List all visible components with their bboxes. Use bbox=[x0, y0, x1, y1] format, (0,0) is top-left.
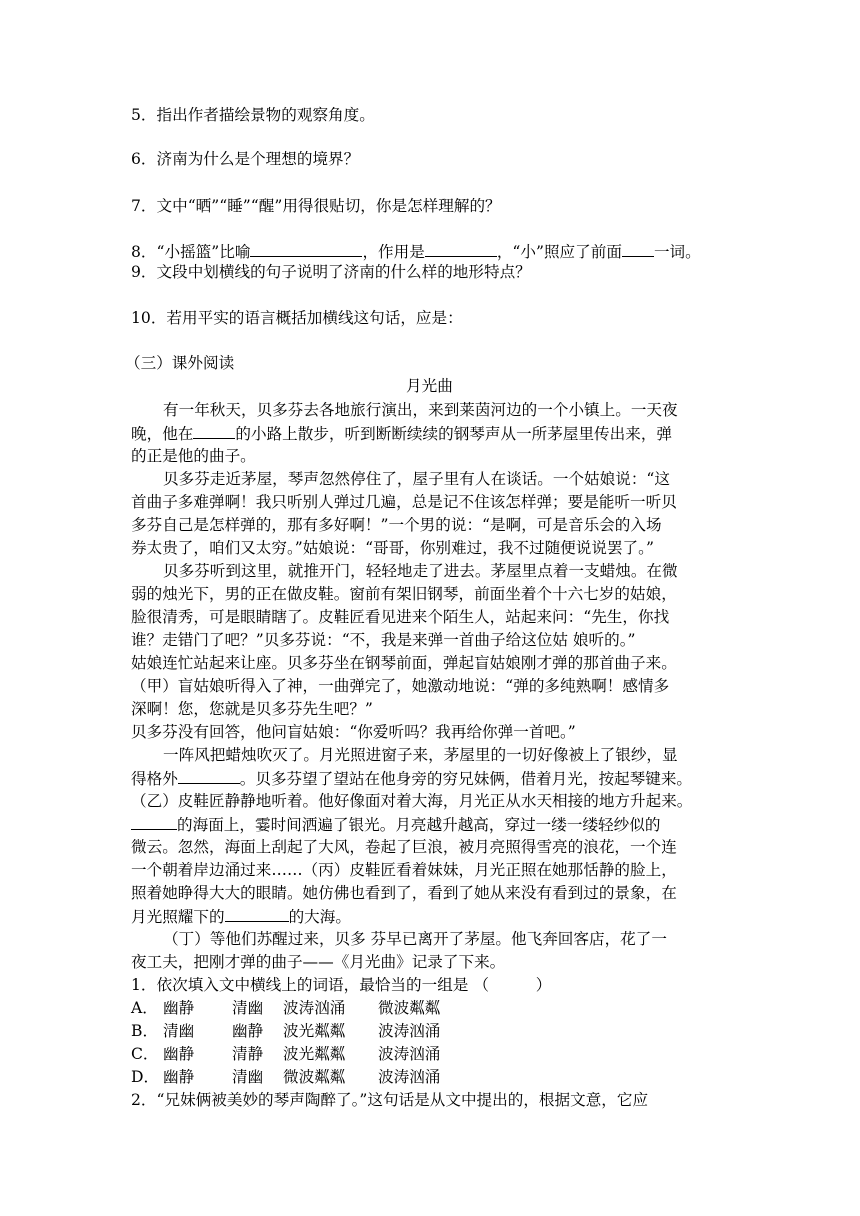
passage-line: 夜工夫，把刚才弹的曲子——《月光曲》记录了下来。 bbox=[131, 953, 506, 971]
passage-text: 的海面上，霎时间洒遍了银光。月亮越升越高，穿过一缕一缕轻纱似的 bbox=[177, 816, 661, 834]
passage-text: 。贝多芬望了望站在他身旁的穷兄妹俩，借着月光，按起琴键来。 bbox=[239, 770, 693, 788]
fill-blank[interactable] bbox=[193, 421, 235, 439]
option-word: 清幽 bbox=[163, 1022, 195, 1040]
passage-text: 得格外 bbox=[131, 770, 178, 788]
answer-blank[interactable] bbox=[425, 239, 497, 257]
option-word: 幽静 bbox=[163, 999, 195, 1017]
option-word: 清静 bbox=[232, 1045, 264, 1063]
passage-line bbox=[131, 812, 660, 837]
option-word: 波涛汹涌 bbox=[378, 1022, 441, 1040]
passage-line: 贝多芬走近茅屋，琴声忽然停住了，屋子里有人在谈话。一个姑娘说：“这 bbox=[163, 470, 670, 488]
passage-line: （甲）盲姑娘听得入了神，一曲弹完了，她激动地说：“弹的多纯熟啊！感情多 bbox=[131, 677, 670, 695]
option-label: B． bbox=[131, 1022, 159, 1040]
option-label: A． bbox=[131, 999, 158, 1017]
option-word: 波涛汹涌 bbox=[378, 1068, 441, 1086]
passage-line: 多芬自己是怎样弹的，那有多好啊！”一个男的说：“是啊，可是音乐会的入场 bbox=[131, 516, 662, 534]
fill-blank[interactable] bbox=[178, 766, 240, 784]
passage-text: 的大海。 bbox=[288, 908, 351, 926]
passage-line: 有一年秋天，贝多芬去各地旅行演出，来到莱茵河边的一个小镇上。一天夜 bbox=[163, 401, 678, 419]
option-word: 幽静 bbox=[163, 1045, 195, 1063]
passage-line bbox=[131, 904, 351, 929]
option-word: 清幽 bbox=[232, 999, 264, 1017]
option-word: 波涛汹涌 bbox=[378, 1045, 441, 1063]
passage-line: 姑娘连忙站起来让座。贝多芬坐在钢琴前面，弹起盲姑娘刚才弹的那首曲子来。 bbox=[131, 654, 677, 672]
passage-line: 贝多芬没有回答，他问盲姑娘：“你爱听吗？我再给你弹一首吧。” bbox=[131, 723, 576, 741]
answer-blank[interactable] bbox=[622, 239, 654, 257]
option-word: 微波粼粼 bbox=[378, 999, 441, 1017]
question-5: 5．指出作者描绘景物的观察角度。 bbox=[131, 106, 375, 124]
option-word: 清幽 bbox=[232, 1068, 264, 1086]
mcq-question-1: 1．依次填入文中横线上的词语，最恰当的一组是 （ ） bbox=[131, 976, 552, 994]
question-8-part-b: ，作用是 bbox=[362, 243, 425, 261]
option-label: D． bbox=[131, 1068, 160, 1086]
option-word: 波涛汹涌 bbox=[283, 999, 346, 1017]
mcq-question-2: 2．“兄妹俩被美妙的琴声陶醉了。”这句话是从文中提出的，根据文意，它应 bbox=[131, 1091, 649, 1109]
question-8-part-a: 8．“小摇篮”比喻 bbox=[131, 243, 251, 261]
passage-text: 月光照耀下的 bbox=[131, 908, 225, 926]
question-7: 7．文中“晒”“睡”“醒”用得很贴切，你是怎样理解的？ bbox=[131, 197, 501, 215]
section-heading: （三）课外阅读 bbox=[125, 354, 235, 372]
fill-blank[interactable] bbox=[131, 812, 177, 830]
question-8-part-c: ，“小”照应了前面 bbox=[496, 243, 622, 261]
question-6: 6．济南为什么是个理想的境界？ bbox=[131, 150, 360, 168]
passage-line: 一个朝着岸边涌过来……（丙）皮鞋匠看着妹妹，月光正照在她那恬静的脸上， bbox=[131, 861, 677, 879]
passage-line: 一阵风把蜡烛吹灭了。月光照进窗子来，茅屋里的一切好像被上了银纱，显 bbox=[163, 746, 678, 764]
passage-line: 首曲子多难弹啊！我只听别人弹过几遍，总是记不住该怎样弹；要是能听一听贝 bbox=[131, 493, 677, 511]
passage-line: 脸很清秀，可是眼睛瞎了。皮鞋匠看见进来个陌生人，站起来问：“先生，你找 bbox=[131, 608, 670, 626]
passage-line bbox=[131, 421, 672, 446]
question-10: 10．若用平实的语言概括加横线这句话，应是： bbox=[131, 309, 463, 327]
passage-line: 的正是他的曲子。 bbox=[131, 447, 256, 465]
option-word: 波光粼粼 bbox=[283, 1045, 346, 1063]
passage-line: 券太贵了，咱们又太穷。”姑娘说：“哥哥，你别难过，我不过随便说说罢了。” bbox=[131, 539, 654, 557]
option-word: 波光粼粼 bbox=[283, 1022, 346, 1040]
passage-line: （乙）皮鞋匠静静地听着。他好像面对着大海，月光正从水天相接的地方升起来。 bbox=[131, 792, 693, 810]
passage-line: 照着她睁得大大的眼睛。她仿佛也看到了，看到了她从来没有看到过的景象，在 bbox=[131, 884, 677, 902]
passage-line: 微云。忽然，海面上刮起了大风，卷起了巨浪，被月亮照得雪亮的浪花，一个连 bbox=[131, 838, 677, 856]
passage-title: 月光曲 bbox=[406, 377, 453, 395]
passage-line: 弱的烛光下，男的正在做皮鞋。窗前有架旧钢琴，前面坐着个十六七岁的姑娘， bbox=[131, 585, 677, 603]
passage-line bbox=[131, 766, 692, 791]
answer-blank[interactable] bbox=[250, 239, 362, 257]
option-label: C． bbox=[131, 1045, 159, 1063]
option-word: 幽静 bbox=[232, 1022, 264, 1040]
passage-line: 深啊！您，您就是贝多芬先生吧？” bbox=[131, 700, 373, 718]
question-9: 9．文段中划横线的句子说明了济南的什么样的地形特点？ bbox=[131, 263, 531, 281]
passage-text: 的小路上散步，听到断断续续的钢琴声从一所茅屋里传出来，弹 bbox=[235, 425, 673, 443]
fill-blank[interactable] bbox=[225, 904, 289, 922]
option-word: 幽静 bbox=[163, 1068, 195, 1086]
passage-line: 贝多芬听到这里，就推开门，轻轻地走了进去。茅屋里点着一支蜡烛。在微 bbox=[163, 562, 678, 580]
passage-line: 谁？走错门了吧？”贝多芬说：“不，我是来弹一首曲子给这位姑 娘听的。” bbox=[131, 631, 636, 649]
passage-line: （丁）等他们苏醒过来，贝多 芬早已离开了茅屋。他飞奔回客店，花了一 bbox=[163, 930, 667, 948]
question-8-part-d: 一词。 bbox=[653, 243, 701, 261]
passage-text: 晚，他在 bbox=[131, 425, 194, 443]
option-word: 微波粼粼 bbox=[283, 1068, 346, 1086]
